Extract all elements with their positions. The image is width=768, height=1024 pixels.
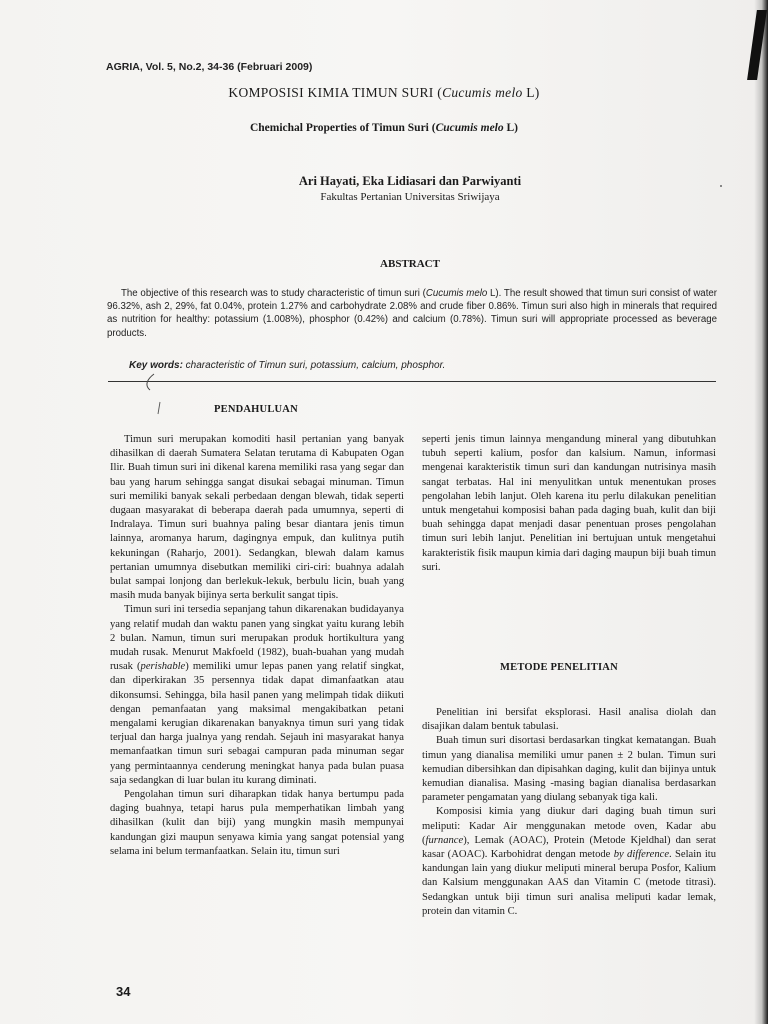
right-column-top (422, 433, 716, 575)
right-column-methods (422, 706, 716, 919)
intro-paragraph-continued: seperti jenis timun lainnya mengandung mineral yang dibutuhkan tubuh seperti kalium, posfor dan kalsium. Namun, informasi mengenai karakteristik timun suri dan kandungan nutrisinya masih sangat terbatas. Hal ini menyulitkan untuk menentukan proses pengolahan lebih lanjut. Oleh karena itu perlu dilakukan penelitian untuk mengetahui komposisi bahan pada daging buah, kulit dan biji buah sehingga dapat menjadi dasar penentuan proses pengolahan timun suri lebih lanjut. Penelitian ini bertujuan untuk mengetahui karakteristik fisik maupun kimia dari daging maupun biji buah timun suri. (422, 434, 716, 573)
intro-paragraph-2: Timun suri ini tersedia sepanjang tahun dikarenakan budidayanya yang relatif mudah dan waktu panen yang singkat yaitu kurang lebih 2 bulan. Namun, timun suri merupakan produk hortikultura yang mudah rusak. Menurut Makfoeld (1982), buah-buahan yang mudah rusak (perishable) memiliki umur lepas panen yang relatif singkat, dan diperkirakan 35 persennya tidak dapat dimanfaatkan atau dikonsumsi. Sehingga, bila hasil panen yang melimpah tidak diikuti dengan pemanfaatan yang maksimal mengakibatkan petani mengalami kerugian dikarenakan banyaknya timun suri yang tidak terjual dan harga jualnya yang rendah. Sejauh ini masyarakat hanya memanfaatkan timun suri sebagai campuran pada minuman segar yang permintaannya cenderung meningkat hanya pada bulan puasa saja sedangkan di luar bulan itu kurang diminati. (110, 604, 404, 786)
left-column (110, 433, 404, 859)
intro-paragraph-3: Pengolahan timun suri diharapkan tidak hanya bertumpu pada daging buahnya, tetapi harus pula memperhatikan limbah yang dihasilkan (kulit dan biji) yang mungkin masih mempunyai kandungan gizi maupun senyawa kimia yang sangat potensial yang selama ini belum termanfaatkan. Selain itu, timun suri (110, 789, 404, 857)
section-heading-introduction: PENDAHULUAN (214, 404, 298, 415)
abstract-body: The objective of this research was to study characteristic of timun suri (Cucumis melo L). The result showed that timun suri consist of water 96.32%, ash 2, 29%, fat 0.04%, protein 1.27% and carbohydrate 2.08% and crude fiber 0.86%. Timun suri also high in minerals that required as nutrition for healthy: potassium (1.008%), phosphor (0.42%) and calcium (0.78%). Timun suri will appropriate processed as beverage products. (107, 288, 718, 339)
page-number: 34 (116, 984, 131, 999)
author-list: Ari Hayati, Eka Lidiasari dan Parwiyanti (298, 174, 522, 188)
author-affiliation: Fakultas Pertanian Universitas Sriwijaya (320, 191, 500, 203)
methods-paragraph-2: Buah timun suri disortasi berdasarkan tingkat kematangan. Buah timun yang dianalisa memiliki umur panen ± 2 bulan. Timun suri kemudian dibersihkan dan dipisahkan daging, kulit dan bijinya untuk kemudian dianalisa. Masing -masing bagian dianalisa berdasarkan parameter pengamatan yang diulang sebanyak tiga kali. (422, 735, 716, 804)
methods-paragraph-1: Penelitian ini bersifat eksplorasi. Hasil analisa diolah dan disajikan dalam bentuk tabulasi. (422, 707, 716, 733)
abstract-heading: ABSTRACT (380, 258, 440, 270)
pen-mark (140, 372, 170, 422)
intro-paragraph-1: Timun suri merupakan komoditi hasil pertanian yang banyak dihasilkan di daerah Sumatera Selatan terutama di Kabupaten Ogan Ilir. Buah timun suri ini dikenal karena memiliki rasa yang segar dan bau yang harum sehingga sangat disukai sebagai minuman. Timun suri memiliki banyak sekali perbedaan dengan blewah, tidak seperti dugaan masyarakat di beberapa daerah pada umumnya, seperti di Indralaya. Timun suri buahnya paling besar diantara jenis timun lainnya, aromanya harum, dagingnya empuk, dan kulitnya putih kekuningan (Raharjo, 2001). Sedangkan, blewah dalam kamus pertanian umumnya disebutkan memiliki ciri-ciri: buahnya adalah bulat sampai lonjong dan berlekuk-lekuk, berbulu licin, buah yang masih muda banyak bijinya serta berkulit sangat tipis. (110, 434, 404, 602)
paper-title: KOMPOSISI KIMIA TIMUN SURI (Cucumis melo L) (228, 85, 540, 100)
paper-subtitle: Chemichal Properties of Timun Suri (Cucumis melo L) (249, 122, 519, 134)
scan-shadow-edge (754, 0, 768, 1024)
journal-citation: AGRIA, Vol. 5, No.2, 34-36 (Februari 2009) (106, 61, 313, 73)
keywords: Key words: characteristic of Timun suri, potassium, calcium, phosphor. (129, 360, 446, 371)
methods-paragraph-3: Komposisi kimia yang diukur dari daging buah timun suri meliputi: Kadar Air menggunakan metode oven, Kadar abu (furnance), Lemak (AOAC), Protein (Metode Kjeldhal) dan serat kasar (AOAC). Karbohidrat dengan metode by difference. Selain itu kandungan lain yang diukur meliputi mineral berupa Posfor, Kalium dan Kalsium menggunakan AAS dan Vitamin C (metode titrasi). Sedangkan untuk biji timun suri analisa meliputi kadar lemak, protein dan vitamin C. (422, 806, 716, 917)
section-heading-methods: METODE PENELITIAN (500, 662, 618, 673)
header-divider (108, 381, 716, 382)
